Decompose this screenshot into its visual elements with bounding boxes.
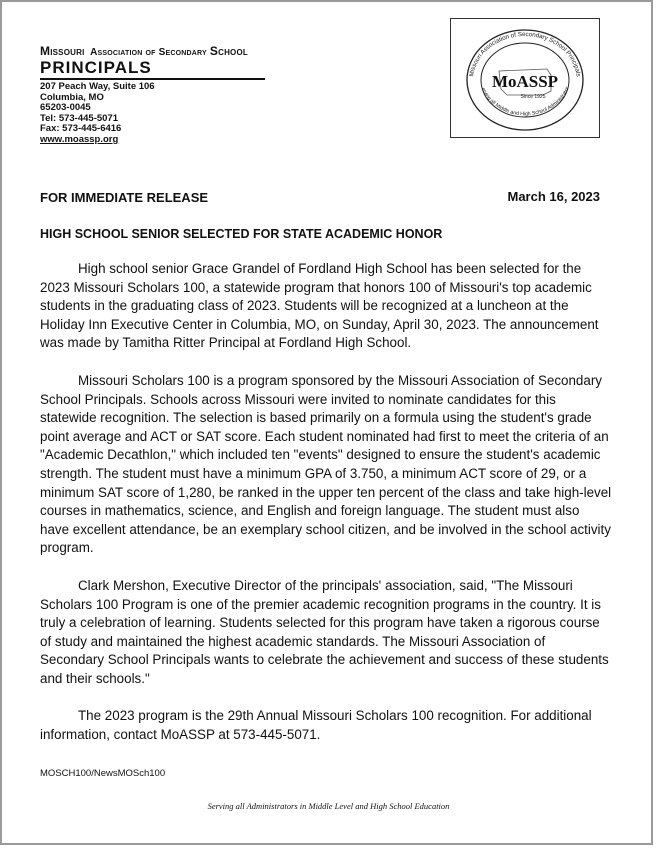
footer-tagline: Serving all Administrators in Middle Level and High School Education: [207, 801, 450, 811]
org-name-part: School: [209, 44, 248, 58]
address-line: 65203-0045: [40, 102, 91, 114]
org-name-part: Association of Secondary: [90, 47, 207, 58]
address-line: 207 Peach Way, Suite 106: [40, 81, 155, 92]
release-date: March 16, 2023: [507, 189, 600, 204]
paragraph: The 2023 program is the 29th Annual Missouri Scholars 100 recognition. For additional information, contact MoASSP at 573-445-5071.: [40, 708, 592, 743]
phone-line: Tel: 573-445-5071: [40, 112, 118, 124]
paragraph: High school senior Grace Grandel of Fordland High School has been selected for the 2023 Missouri Scholars 100, a statewide program that honors 100 of Missouri's top academic students in the graduating class of 2023. Students will be recognized at a luncheon at the Holiday Inn Executive Center in Columbia, MO, on Sunday, April 30, 2023. The announcement was made by Tamitha Ritter Principal at Fordland High School.: [40, 261, 599, 351]
logo-ring-bottom-text: erving all Middle and High School Administrator: [479, 86, 571, 118]
org-name-line: [40, 44, 265, 58]
release-label: FOR IMMEDIATE RELEASE: [40, 190, 209, 205]
release-row: [40, 189, 600, 207]
address-line: Columbia, MO: [40, 91, 104, 103]
moassp-seal-icon: [451, 19, 599, 137]
paragraph: Clark Mershon, Executive Director of the principals' association, said, "The Missouri Scholars 100 Program is one of the premier academic recognition programs in the country. It is truly a celebration of learning. Students selected for this program have taken a rigorous course of study and maintained the highest academic standards. The Missouri Association of Secondary School Principals wants to celebrate the achievement and success of these students and their schools.": [40, 577, 609, 686]
website-link[interactable]: www.moassp.org: [40, 133, 119, 145]
letterhead: [40, 44, 265, 146]
headline: HIGH SCHOOL SENIOR SELECTED FOR STATE ACADEMIC HONOR: [40, 227, 443, 241]
address-block: [40, 82, 265, 146]
article-body: [40, 260, 612, 764]
fax-line: Fax: 573-445-6416: [40, 123, 122, 135]
org-name-part: Missouri: [40, 44, 85, 58]
logo-wordmark: MoASSP: [491, 72, 559, 91]
logo-since-text: Since 1925: [520, 94, 546, 100]
file-reference: MOSCH100/NewsMOSch100: [40, 768, 166, 779]
paragraph: Missouri Scholars 100 is a program sponsored by the Missouri Association of Secondary School Principals. Schools across Missouri were invited to nominate candidates for this statewide recognition. The selection is based primarily on a formula using the student's grade point average and ACT or SAT score. Each student nominated had first to meet the criteria of an "Academic Decathlon," which included ten "events" designed to ensure the student's academic strength. The student must have a minimum GPA of 3.750, a minimum ACT score of 29, or a minimum SAT score of 1,280, be ranked in the upper ten percent of the class and take high-level courses in mathematics, science, and English and foreign language. The student must also have excellent attendance, be an exemplary school citizen, and be involved in the school activity program.: [40, 372, 612, 556]
letterhead-rule: [40, 78, 265, 80]
moassp-logo-frame: [450, 18, 600, 138]
logo-ring-top-text: Missouri Association of Secondary School Principals: [468, 30, 582, 78]
org-name-principals: PRINCIPALS: [40, 58, 152, 77]
